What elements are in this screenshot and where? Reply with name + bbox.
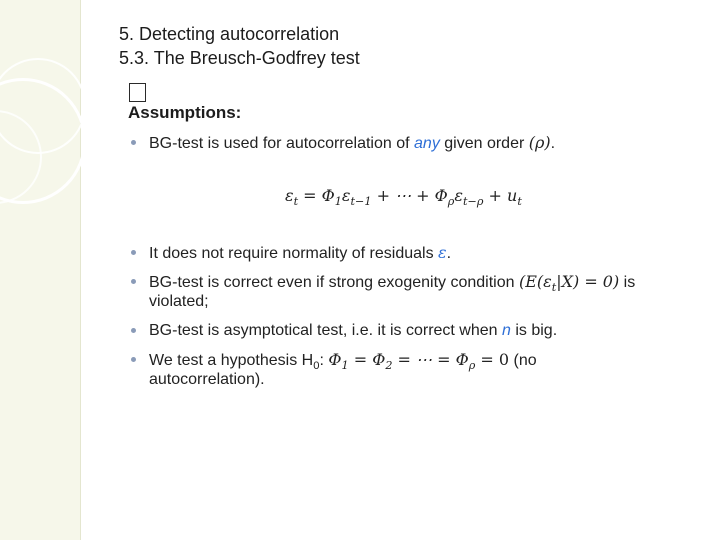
bullet-dot (131, 279, 136, 284)
bullet-dot (131, 328, 136, 333)
eq-operator: + ⋯ + (371, 186, 435, 205)
bullet-text-main: It does not require normality of residuals (149, 245, 439, 262)
bullet-text-suffix: is (619, 274, 636, 291)
bullet-text (149, 321, 557, 341)
eq-subscript: ρ (447, 195, 455, 209)
bullet-dot (131, 357, 136, 362)
eq-term: ε (454, 186, 463, 205)
bullet-text (149, 243, 451, 264)
bullet-text-prefix: BG-test is used for autocorrelation of (149, 135, 415, 152)
eq-operator: = (298, 186, 322, 205)
math-inline: = Φ (348, 350, 386, 369)
math-inline: Φ (328, 350, 342, 369)
math-inline: ε (438, 243, 447, 262)
math-inline: = ⋯ = Φ (392, 350, 469, 369)
eq-subscript: t (293, 195, 299, 209)
bullet-dot (131, 140, 136, 145)
eq-subscript: t (517, 195, 522, 209)
section-heading: Assumptions: (128, 103, 242, 122)
emphasis-text: any (414, 135, 440, 152)
bullet-text-suffix: . (446, 245, 452, 262)
bullet-text-suffix: is big. (510, 322, 558, 339)
slide-title (119, 22, 360, 70)
left-decorative-band (0, 0, 81, 540)
emphasis-text: n (502, 322, 511, 339)
math-subscript: ρ (468, 359, 476, 373)
bullet-text-mid: given order (439, 135, 529, 152)
eq-term: ε (341, 186, 351, 205)
bullet-text (149, 133, 555, 154)
math-inline: (E(ε (518, 272, 552, 291)
math-subscript: 2 (385, 359, 393, 373)
bullet-text (149, 272, 635, 298)
model-equation (285, 186, 522, 208)
math-subscript: t (551, 281, 557, 295)
hypothesis-subscript: 0 (313, 360, 320, 373)
bullet-text-main: We test a hypothesis H (149, 352, 314, 369)
eq-subscript: t−ρ (462, 195, 484, 209)
bullet-text-line2: autocorrelation). (149, 371, 265, 388)
eq-subscript: 1 (334, 195, 342, 209)
bullet-text-main: BG-test is correct even if strong exogenity condition (149, 274, 519, 291)
math-inline: |X) = 0) (556, 272, 620, 291)
title-line-2: 5.3. The Breusch-Godfrey test (119, 48, 360, 68)
eq-term: Φ (434, 186, 448, 205)
math-inline: = 0 (475, 350, 510, 369)
math-inline: (ρ) (528, 133, 551, 152)
bullet-text-suffix: . (550, 135, 556, 152)
title-line-1: 5. Detecting autocorrelation (119, 24, 340, 44)
eq-term: Φ (321, 186, 335, 205)
bullet-dot (131, 250, 136, 255)
missing-glyph-icon (129, 83, 146, 102)
eq-term: ε (285, 186, 294, 205)
bullet-text-suffix: (no (509, 352, 537, 369)
bullet-text-line2: violated; (149, 293, 209, 310)
math-subscript: 1 (341, 359, 349, 373)
bullet-text-main: BG-test is asymptotical test, i.e. it is correct when (149, 322, 502, 339)
eq-subscript: t−1 (350, 195, 372, 209)
eq-term: + u (483, 186, 518, 205)
bullet-text-colon: : (319, 352, 329, 369)
